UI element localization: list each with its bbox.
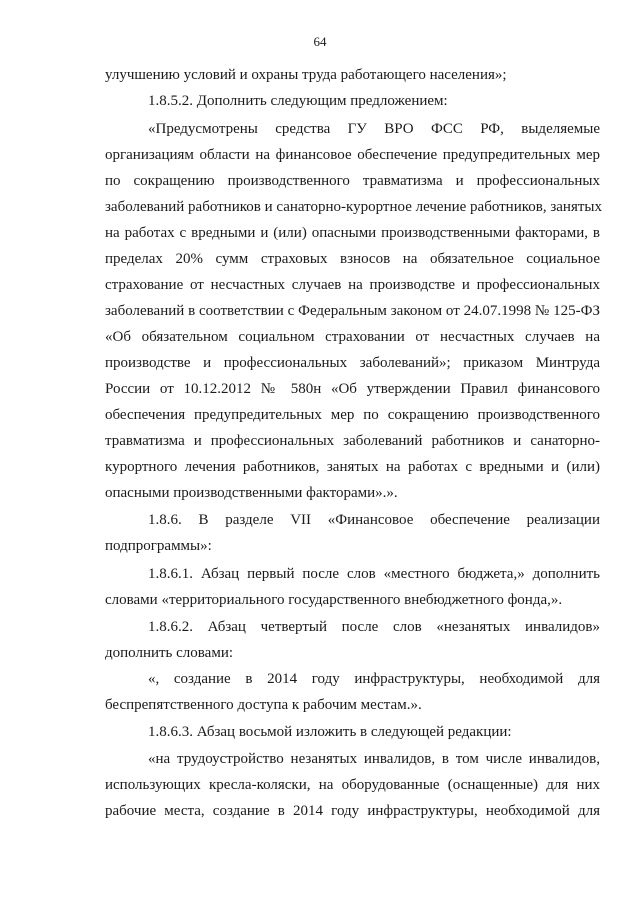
text-line: страхование от несчастных случаев на производстве и профессиональных (105, 277, 600, 293)
text-line: «Об обязательном социальном страховании от несчастных случаев на (105, 329, 600, 345)
text-line: «, создание в 2014 году инфраструктуры, необходимой для (148, 671, 600, 687)
text-line: словами «территориального государственного внебюджетного фонда,». (105, 592, 563, 608)
text-line: подпрограммы»: (105, 538, 212, 554)
text-line: 1.8.6. В разделе VII «Финансовое обеспечение реализации (148, 512, 600, 528)
text-line: «на трудоустройство незанятых инвалидов, в том числе инвалидов, (148, 751, 600, 767)
text-line: рабочие места, создание в 2014 году инфраструктуры, необходимой для (105, 803, 600, 819)
text-line: производстве и профессиональных заболеваний»; приказом Минтруда (105, 355, 600, 371)
text-line: 1.8.5.2. Дополнить следующим предложением: (148, 93, 448, 109)
text-line: пределах 20% сумм страховых взносов на обязательное социальное (105, 251, 600, 267)
text-line: 1.8.6.2. Абзац четвертый после слов «незанятых инвалидов» (148, 619, 600, 635)
text-line: на работах с вредными и (или) опасными производственными факторами, в (105, 225, 600, 241)
text-line: дополнить словами: (105, 645, 234, 661)
text-line: травматизма и профессиональных заболеваний работников и санаторно- (105, 433, 600, 449)
text-line: улучшению условий и охраны труда работающего населения»; (105, 67, 507, 83)
text-line: 1.8.6.1. Абзац первый после слов «местного бюджета,» дополнить (148, 566, 600, 582)
text-line: обеспечения предупредительных мер по сокращению производственного (105, 407, 600, 423)
text-line: 1.8.6.3. Абзац восьмой изложить в следующей редакции: (148, 724, 512, 740)
text-line: курортного лечения работников, занятых на работах с вредными и (или) (105, 459, 600, 475)
text-line: организациям области на финансовое обеспечение предупредительных мер (105, 147, 600, 163)
text-line: использующих кресла-коляски, на оборудованные (оснащенные) для них (105, 777, 600, 793)
text-line: заболеваний в соответствии с Федеральным законом от 24.07.1998 № 125-ФЗ (105, 303, 600, 319)
text-line: по сокращению производственного травматизма и профессиональных (105, 173, 600, 189)
text-line: «Предусмотрены средства ГУ ВРО ФСС РФ, выделяемые (148, 121, 600, 137)
text-line: заболеваний работников и санаторно-курортное лечение работников, занятых (105, 199, 602, 215)
page-number: 64 (313, 34, 327, 49)
text-line: беспрепятственного доступа к рабочим местам.». (105, 697, 422, 713)
text-line: опасными производственными факторами».». (105, 485, 398, 501)
text-line: России от 10.12.2012 № 580н «Об утверждении Правил финансового (105, 381, 600, 397)
